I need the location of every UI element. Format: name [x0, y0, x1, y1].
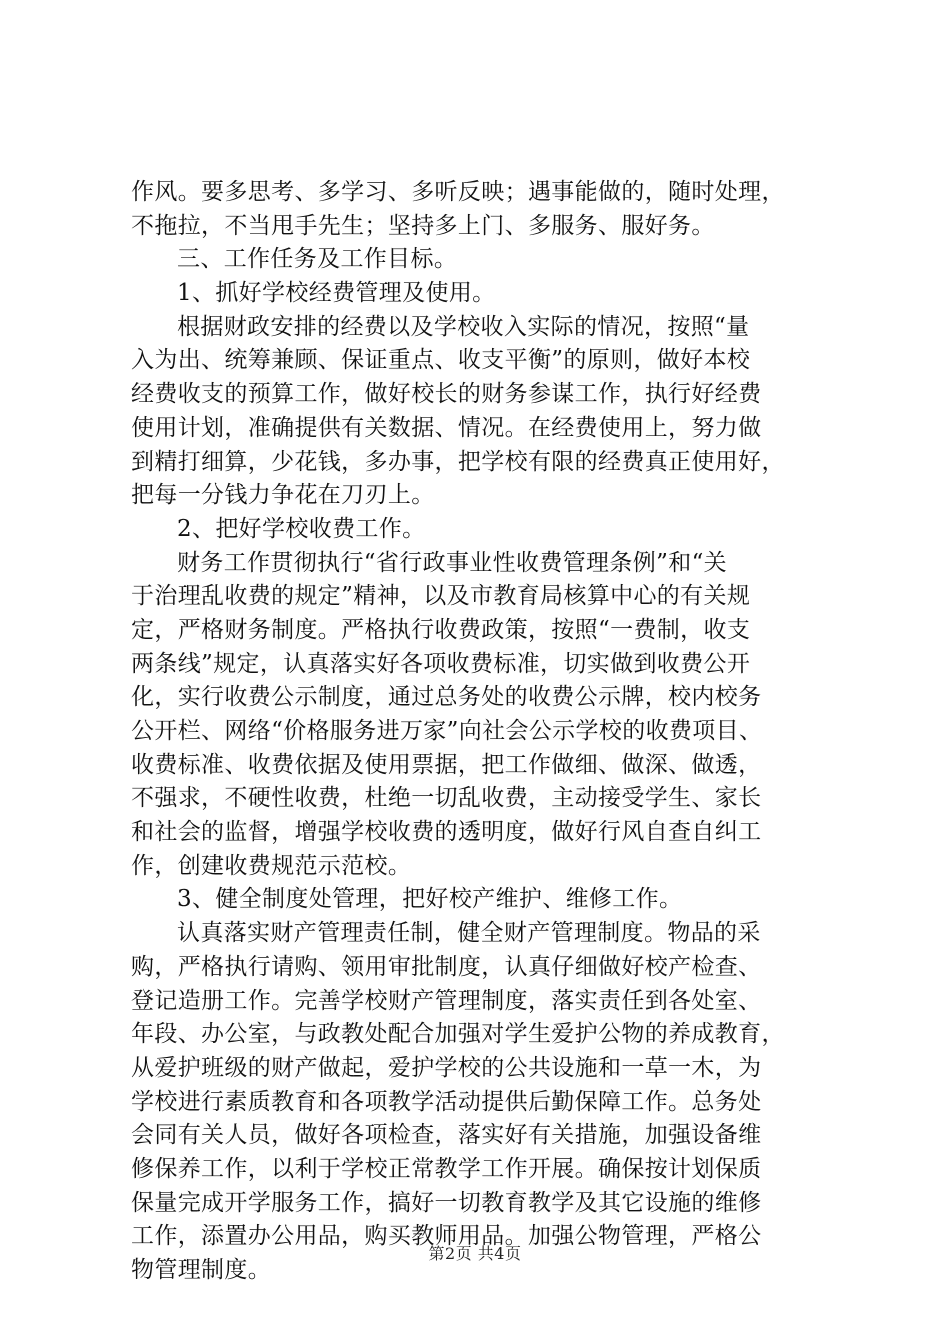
text-line: 财务工作贯彻执行“省行政事业性收费管理条例”和“关 [177, 549, 728, 576]
text-line: 和社会的监督，增强学校收费的透明度，做好行风自查自纠工 [131, 819, 762, 846]
text-line: 2、把好学校收费工作。 [177, 515, 426, 542]
text-line: 两条线”规定，认真落实好各项收费标准，切实做到收费公开 [131, 650, 751, 677]
text-line: 经费收支的预算工作，做好校长的财务参谋工作，执行好经费 [131, 381, 762, 408]
text-line: 保量完成开学服务工作，搞好一切教育教学及其它设施的维修 [131, 1189, 762, 1216]
text-line: 购，严格执行请购、领用审批制度，认真仔细做好校产检查、 [131, 953, 762, 980]
text-line: 物管理制度。 [131, 1257, 272, 1283]
text-line: 收费标准、收费依据及使用票据，把工作做细、做深、做透， [131, 751, 762, 778]
text-line: 根据财政安排的经费以及学校收入实际的情况，按照“量 [177, 313, 750, 340]
text-line: 定，严格财务制度。严格执行收费政策，按照“一费制，收支 [131, 616, 751, 643]
text-line: 于治理乱收费的规定”精神，以及市教育局核算中心的有关规 [131, 583, 751, 610]
text-line: 认真落实财产管理责任制，健全财产管理制度。物品的采 [177, 920, 761, 947]
text-line: 入为出、统筹兼顾、保证重点、收支平衡”的原则，做好本校 [131, 347, 751, 374]
text-line: 到精打细算，少花钱，多办事，把学校有限的经费真正使用好， [131, 448, 785, 475]
text-line: 3、健全制度处管理，把好校产维护、维修工作。 [177, 886, 683, 913]
text-line: 修保养工作，以利于学校正常教学工作开展。确保按计划保质 [131, 1155, 762, 1182]
text-line: 化，实行收费公示制度，通过总务处的收费公示牌，校内校务 [131, 684, 762, 711]
text-line: 作风。要多思考、多学习、多听反映；遇事能做的，随时处理， [131, 179, 785, 205]
document-body [131, 176, 851, 1288]
text-line: 从爱护班级的财产做起，爱护学校的公共设施和一草一木，为 [131, 1054, 762, 1081]
page-footer: 第2页 共4页 [428, 1244, 522, 1263]
text-line: 工作，添置办公用品，购买教师用品。加强公物管理，严格公 [131, 1223, 762, 1250]
text-line: 登记造册工作。完善学校财产管理制度，落实责任到各处室、 [131, 987, 762, 1014]
text-line: 使用计划，准确提供有关数据、情况。在经费使用上，努力做 [131, 414, 762, 441]
text-line: 1、抓好学校经费管理及使用。 [177, 280, 496, 307]
text-line: 会同有关人员，做好各项检查，落实好有关措施，加强设备维 [131, 1122, 762, 1149]
text-line: 三、工作任务及工作目标。 [177, 246, 458, 273]
text-line: 公开栏、网络“价格服务进万家”向社会公示学校的收费项目、 [131, 718, 763, 744]
text-line: 年段、办公室，与政教处配合加强对学生爱护公物的养成教育， [131, 1021, 785, 1048]
text-line: 学校进行素质教育和各项教学活动提供后勤保障工作。总务处 [131, 1088, 762, 1115]
text-line: 不拖拉，不当甩手先生；坚持多上门、多服务、服好务。 [131, 212, 715, 239]
text-line: 把每一分钱力争花在刀刃上。 [131, 482, 435, 509]
text-line: 不强求，不硬性收费，杜绝一切乱收费，主动接受学生、家长 [131, 785, 762, 812]
text-line: 作，创建收费规范示范校。 [131, 852, 412, 879]
